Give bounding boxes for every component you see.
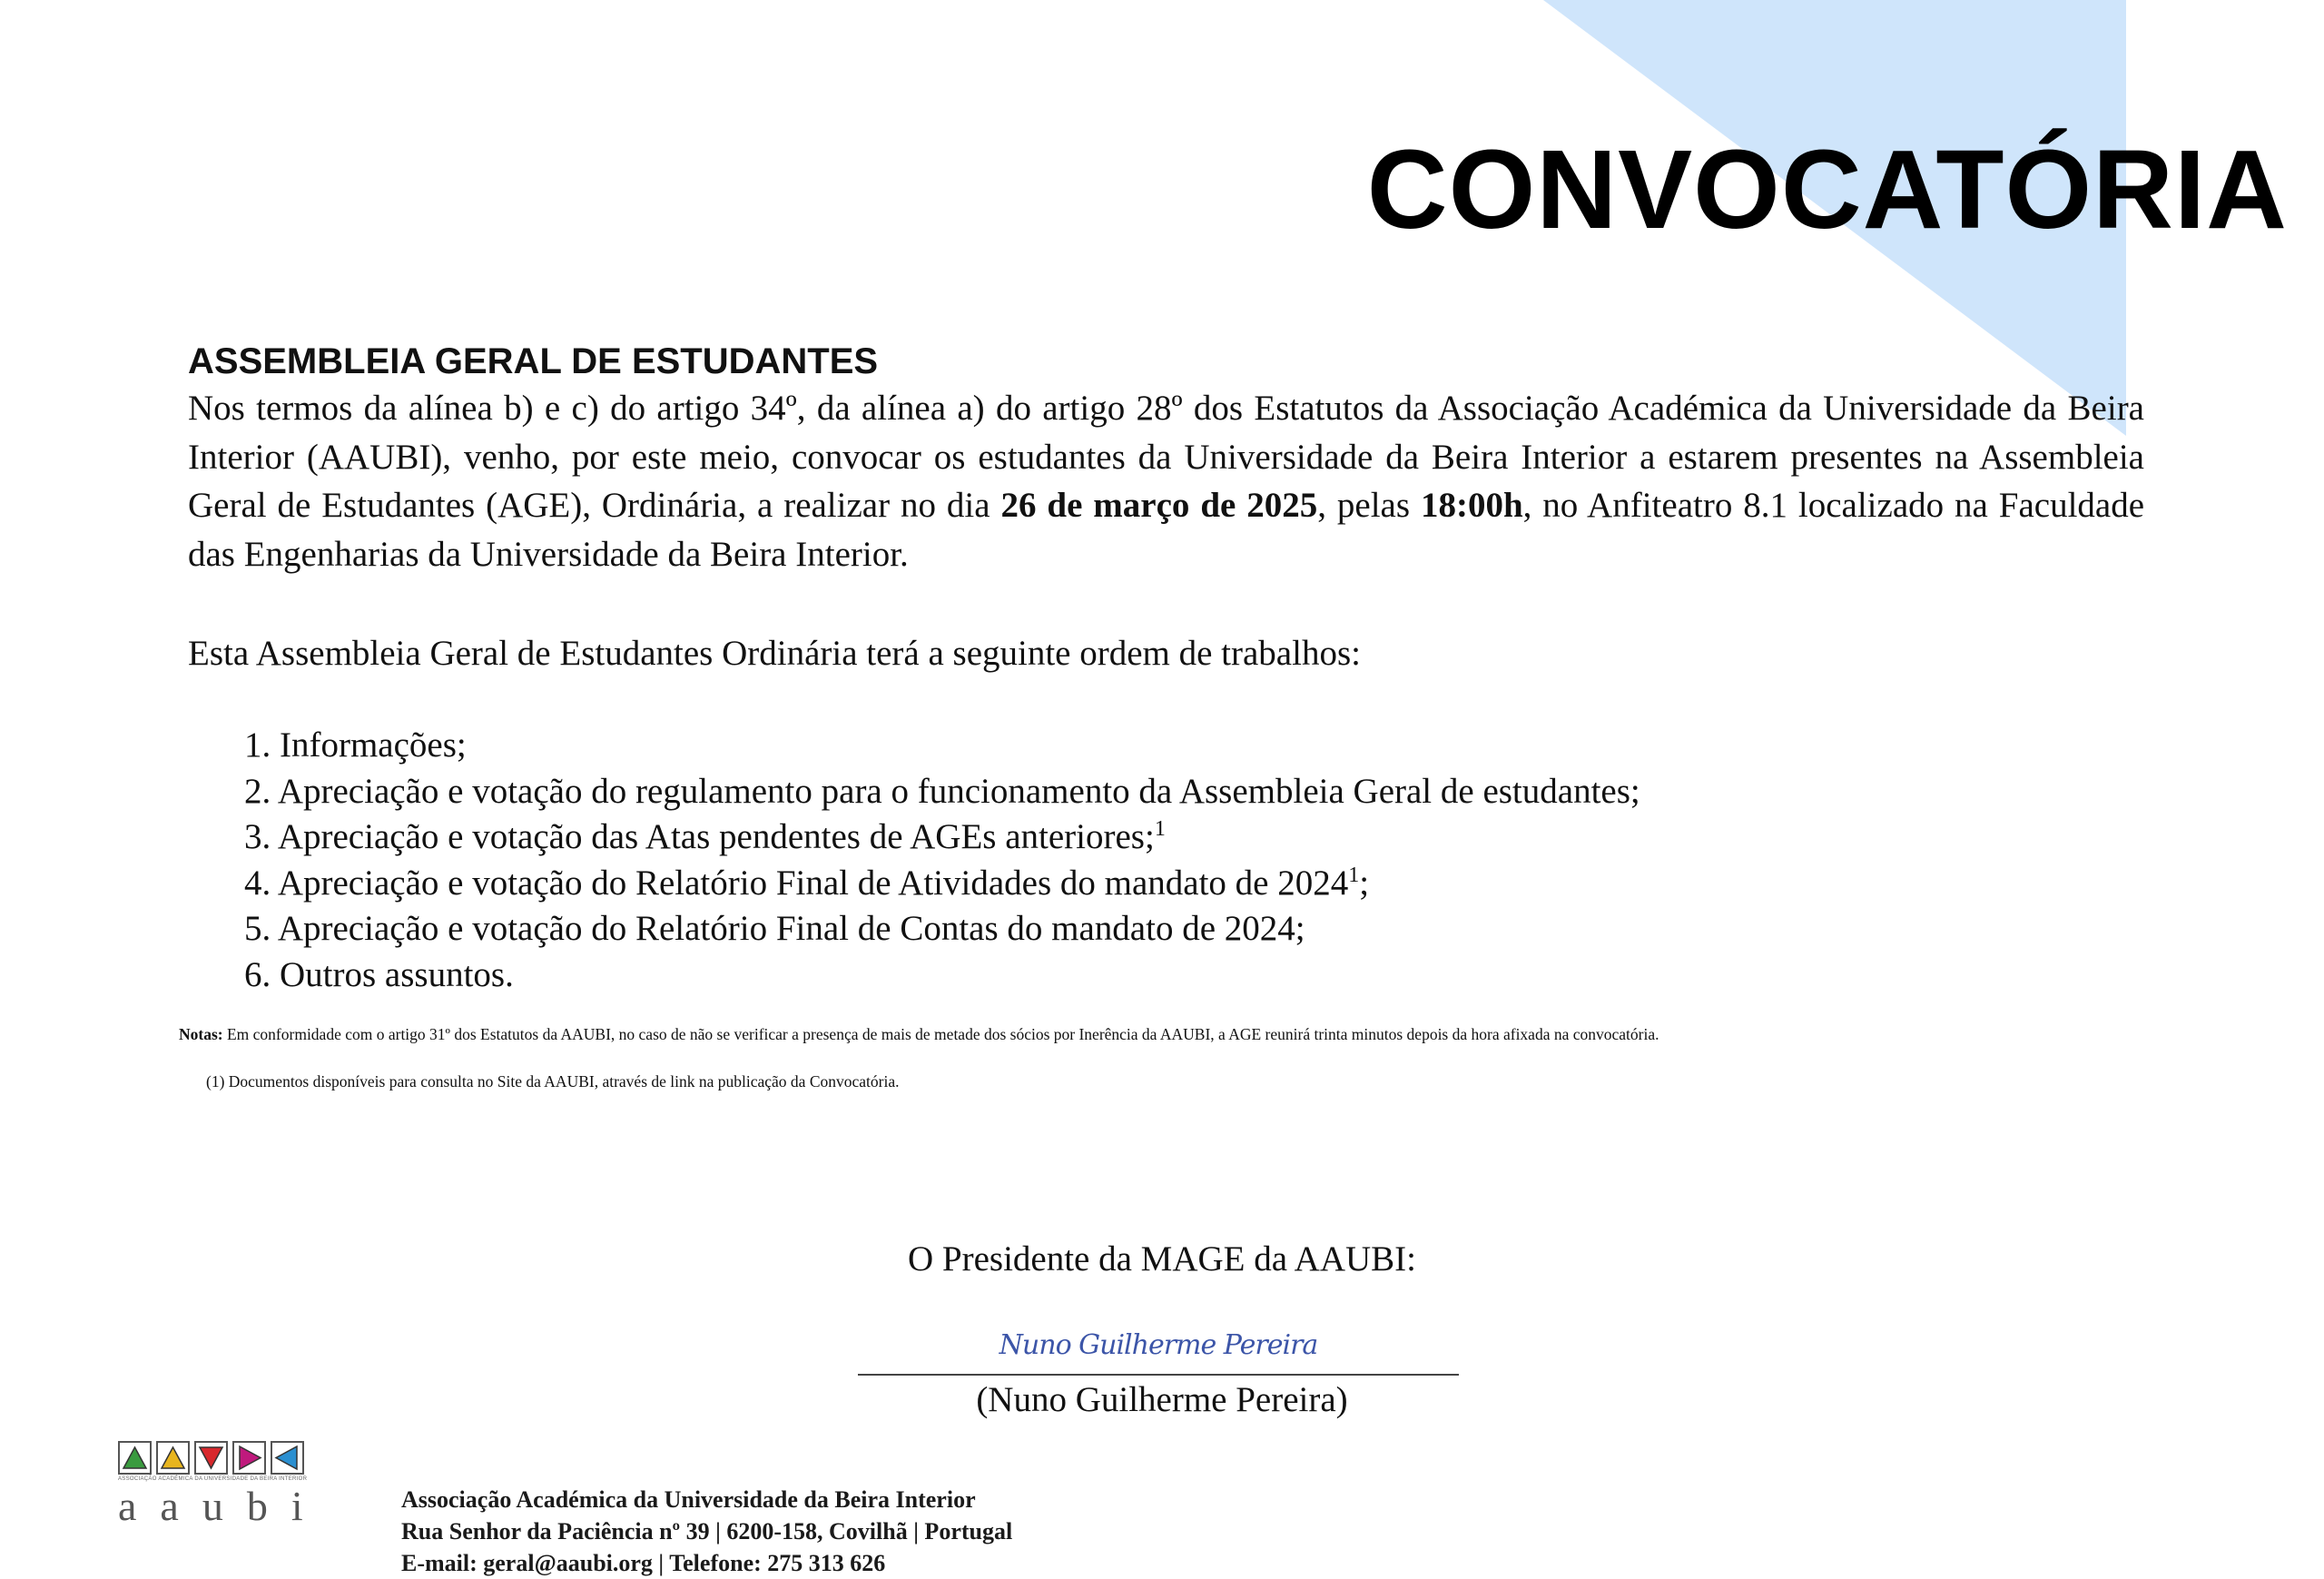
footnote-ref: 1 bbox=[1348, 863, 1360, 887]
aaubi-logo bbox=[118, 1441, 327, 1529]
agenda-item: 4. Apreciação e votação do Relatório Final de Atividades do mandato de 2024$^1$; bbox=[244, 863, 1370, 903]
agenda-intro: Esta Assembleia Geral de Estudantes Ordinária terá a seguinte ordem de trabalhos: bbox=[188, 634, 1361, 673]
notes bbox=[179, 1024, 1659, 1044]
meeting-date: 26 de março de 2025 bbox=[1000, 486, 1318, 525]
agenda-item: 3. Apreciação e votação das Atas pendentes de AGEs anteriores;$^1$ bbox=[244, 817, 1166, 856]
agenda-item: 5. Apreciação e votação do Relatório Final de Contas do mandato de 2024; bbox=[244, 909, 1305, 948]
agenda-item: 2. Apreciação e votação do regulamento para o funcionamento da Assembleia Geral de estudantes; bbox=[244, 771, 1640, 811]
footnote-ref: 1 bbox=[1154, 817, 1166, 841]
agenda-item: 6. Outros assuntos. bbox=[244, 954, 514, 994]
intro-text-3: , no Anfiteatro 8.1 localizado na Faculdade das Engenharias da Universidade da Beira Interior. bbox=[188, 486, 2145, 574]
president-label: O Presidente da MAGE da AAUBI: bbox=[908, 1239, 1416, 1278]
logo-subtitle: ASSOCIAÇÃO ACADÉMICA DA UNIVERSIDADE DA BEIRA INTERIOR bbox=[118, 1476, 308, 1482]
triangle-left-icon bbox=[271, 1441, 304, 1475]
logo-icons bbox=[118, 1441, 322, 1475]
footer-line-org: Associação Académica da Universidade da Beira Interior bbox=[401, 1486, 976, 1513]
section-heading: ASSEMBLEIA GERAL DE ESTUDANTES bbox=[188, 341, 879, 381]
triangle-right-icon bbox=[232, 1441, 266, 1475]
intro-paragraph bbox=[188, 384, 2144, 578]
footnote-1: (1) Documentos disponíveis para consulta no Site da AAUBI, através de link na publicação da Convocatória. bbox=[206, 1072, 900, 1090]
agenda-item: 1. Informações; bbox=[244, 725, 467, 765]
intro-text-1: Nos termos da alínea b) e c) do artigo 34º, da alínea a) do artigo 28º dos Estatutos da Associação Académica da Universidade da Beira Interior (AAUBI), venho, por este meio, convocar os estudantes da Universidade da Beira Interior a estarem presentes na Assembleia Geral de Estudantes (AGE), Ordinária, a realizar no dia bbox=[188, 389, 2144, 525]
meeting-time: 18:00h bbox=[1420, 486, 1523, 525]
footer-line-contact: E-mail: geral@aaubi.org | Telefone: 275 313 626 bbox=[401, 1550, 886, 1576]
agenda-list bbox=[244, 723, 2144, 998]
handwritten-signature: Nuno Guilherme Pereira bbox=[999, 1329, 1318, 1361]
triangle-up-icon bbox=[118, 1441, 152, 1475]
signer-name: (Nuno Guilherme Pereira) bbox=[976, 1380, 1348, 1419]
document-body bbox=[188, 339, 2144, 998]
page-title: CONVOCATÓRIA bbox=[1366, 128, 2288, 252]
notes-text: Em conformidade com o artigo 31º dos Estatutos da AAUBI, no caso de não se verificar a presença de mais de metade dos sócios por Inerência da AAUBI, a AGE reunirá trinta minutos depois da hora afixada na convocatória. bbox=[222, 1025, 1659, 1043]
triangle-down-icon bbox=[194, 1441, 228, 1475]
logo-wordmark: aaubi bbox=[118, 1483, 327, 1529]
footer-address bbox=[401, 1484, 1012, 1579]
signature-line bbox=[858, 1374, 1459, 1376]
notes-label: Notas: bbox=[179, 1025, 223, 1043]
intro-text-2: , pelas bbox=[1317, 486, 1411, 525]
triangle-up-icon bbox=[156, 1441, 190, 1475]
footer-line-address: Rua Senhor da Paciência nº 39 | 6200-158, Covilhã | Portugal bbox=[401, 1518, 1013, 1544]
